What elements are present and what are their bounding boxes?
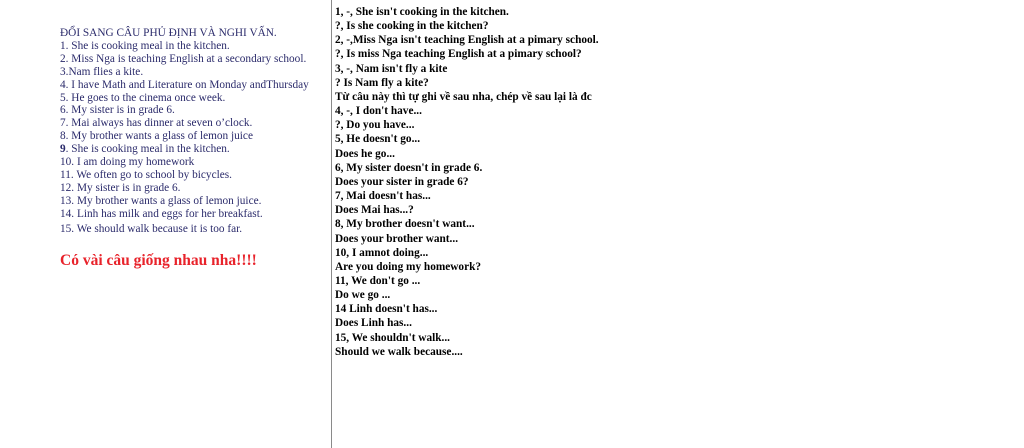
exercise-item — [60, 40, 328, 53]
exercise-item-text: Mai always has dinner at seven o’clock. — [68, 117, 253, 130]
exercise-item-text: Linh has milk and eggs for her breakfast. — [74, 207, 263, 220]
answer-line: 2, -,Miss Nga isn't teaching English at a pimary school. — [335, 34, 599, 47]
exercise-item — [60, 79, 328, 92]
answer-line: Does he go... — [335, 147, 395, 160]
exercise-item-text: My brother wants a glass of lemon juice. — [74, 194, 262, 207]
answer-line: 6, My sister doesn't in grade 6. — [335, 161, 483, 174]
answer-line: Does Mai has...? — [335, 204, 414, 217]
exercise-item-number: 5. — [60, 91, 69, 104]
exercise-title: ĐỔI SANG CÂU PHỦ ĐỊNH VÀ NGHI VẤN. — [60, 27, 277, 39]
answer-line: 10, I amnot doing... — [335, 246, 429, 259]
exercise-item-text: My sister is in grade 6. — [68, 104, 175, 117]
exercise-item-number: 15. — [60, 222, 75, 235]
exercise-item-number: 2. — [60, 52, 69, 65]
column-divider — [331, 0, 332, 448]
exercise-item-number: 10. — [60, 156, 75, 169]
exercise-item — [60, 169, 328, 182]
exercise-item — [60, 195, 328, 208]
exercise-item-text: . She is cooking meal in the kitchen. — [65, 143, 230, 156]
exercise-list — [60, 27, 328, 236]
answer-line: 15, We shouldn't walk... — [335, 331, 450, 344]
exercise-panel — [0, 0, 331, 448]
exercise-item-number: 7. — [60, 117, 69, 130]
answer-list — [335, 5, 735, 359]
exercise-item — [60, 130, 328, 143]
note-text: Có vài câu giống nhau nha!!!! — [60, 252, 257, 269]
exercise-item — [60, 66, 328, 79]
exercise-item — [60, 223, 328, 236]
answer-line: 7, Mai doesn't has... — [335, 190, 431, 203]
exercise-item-number: 11. — [60, 168, 74, 181]
exercise-item-text: We often go to school by bicycles. — [73, 168, 232, 181]
answer-line: Are you doing my homework? — [335, 260, 482, 273]
answer-line: 14 Linh doesn't has... — [335, 303, 438, 316]
answer-line: 4, -, I don't have... — [335, 105, 422, 118]
answer-line: Should we walk because.... — [335, 345, 463, 358]
answer-line: ?, Is she cooking in the kitchen? — [335, 20, 489, 33]
exercise-item-text: She is cooking meal in the kitchen. — [68, 39, 230, 52]
exercise-item-text: I am doing my homework — [74, 156, 195, 169]
exercise-item — [60, 156, 328, 169]
answer-line: 5, He doesn't go... — [335, 133, 421, 146]
answer-line: Do we go ... — [335, 289, 391, 302]
answer-line: Does your sister in grade 6? — [335, 175, 469, 188]
answer-line: ? Is Nam fly a kite? — [335, 76, 429, 89]
exercise-item-number: 4. — [60, 78, 69, 91]
answer-line: Does Linh has... — [335, 317, 412, 330]
exercise-item-text: He goes to the cinema once week. — [68, 91, 226, 104]
exercise-item — [60, 92, 328, 105]
exercise-item — [60, 143, 328, 156]
exercise-item-text: I have Math and Literature on Monday andThursday — [68, 78, 309, 91]
exercise-item-text: Miss Nga is teaching English at a secondary school. — [68, 52, 307, 65]
exercise-item-number: 14. — [60, 207, 75, 220]
exercise-item-number: 9 — [60, 143, 66, 156]
exercise-item — [60, 117, 328, 130]
exercise-item — [60, 104, 328, 117]
exercise-item-number: 13. — [60, 194, 75, 207]
exercise-item-text: We should walk because it is too far. — [74, 222, 243, 235]
exercise-item-number: 3. — [60, 65, 69, 78]
exercise-item-number: 6. — [60, 104, 69, 117]
exercise-item — [60, 208, 328, 221]
exercise-item-text: My brother wants a glass of lemon juice — [68, 130, 253, 143]
answer-line: 1, -, She isn't cooking in the kitchen. — [335, 6, 509, 18]
exercise-item-text: Nam flies a kite. — [68, 65, 144, 78]
answer-line: 11, We don't go ... — [335, 274, 421, 287]
exercise-item-number: 1. — [60, 39, 69, 52]
exercise-item — [60, 182, 328, 195]
answer-instruction: Từ câu này thì tự ghi về sau nha, chép về sau lại là đc — [335, 90, 592, 103]
exercise-item — [60, 53, 328, 66]
answer-line: ?, Is miss Nga teaching English at a pimary school? — [335, 48, 582, 61]
exercise-item-text: My sister is in grade 6. — [74, 181, 181, 194]
exercise-item-number: 12. — [60, 181, 75, 194]
answer-line: ?, Do you have... — [335, 119, 415, 132]
answer-line: 8, My brother doesn't want... — [335, 218, 475, 231]
answer-line: Does your brother want... — [335, 232, 459, 245]
answer-line: 3, -, Nam isn't fly a kite — [335, 62, 448, 75]
exercise-item-number: 8. — [60, 130, 69, 143]
